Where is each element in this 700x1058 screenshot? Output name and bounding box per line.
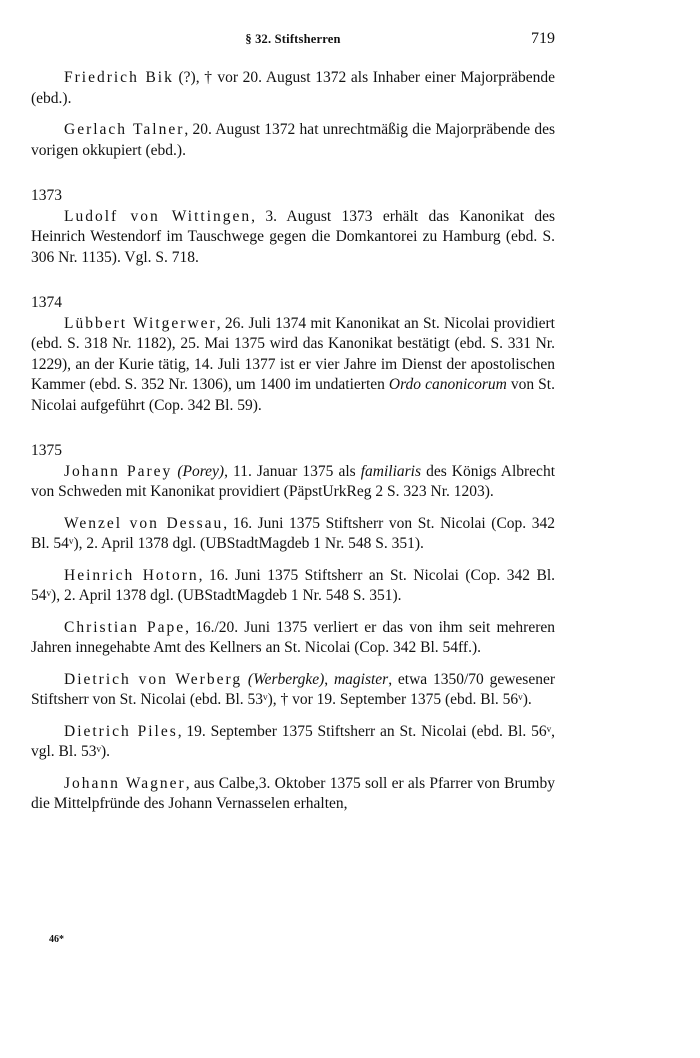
person-name: Ludolf von Wittingen <box>64 207 252 225</box>
entry-wenzel-von-dessau <box>31 514 555 555</box>
entry-dietrich-piles <box>31 722 555 763</box>
entry-text: , aus Calbe,3. Oktober 1375 soll er als Pfarrer von Brumby die Mittelpfründe des Johann Vernasselen erhalten, <box>31 774 555 812</box>
name-variant: (Porey) <box>177 462 225 480</box>
entry-text: , 16. Juni 1375 Stiftsherr von St. Nicolai (Cop. 342 Bl. 54ᵛ), 2. April 1378 dgl. (UBStadtMagdeb 1 Nr. 548 S. 351). <box>31 514 555 552</box>
entry-text: , 20. August 1372 hat unrechtmäßig die Majorpräbende des vorigen okkupiert (ebd.). <box>31 121 555 159</box>
entry-ludolf-von-wittingen <box>31 207 555 269</box>
year-heading-1375: 1375 <box>31 442 62 459</box>
person-name: Friedrich Bik <box>64 69 174 86</box>
person-name: Dietrich Piles <box>64 722 178 740</box>
person-name: Dietrich von Werberg <box>64 670 243 688</box>
year-heading-1373: 1373 <box>31 187 62 204</box>
entry-friedrich-bik <box>31 68 555 109</box>
entry-text: , 11. Januar 1375 als <box>224 462 361 480</box>
italic-term: Ordo canonicorum <box>388 376 507 393</box>
person-name: Heinrich Hotorn <box>64 566 199 584</box>
entry-text: , 26. Juli 1374 mit Kanonikat an St. Nicolai providiert (ebd. S. 318 Nr. 1182), 25. Mai 1375 wird das Kanonikat bestätigt (ebd. S. 331 Nr. 1229), an der Kurie tätig, 14. Juli 1377 ist er vier Jahre im Dienst der apostolischen Kammer (ebd. S. 352 Nr. 1306), um 1400 im undatierten <box>31 314 555 393</box>
person-name: Wenzel von Dessau <box>64 514 224 532</box>
entry-text: von St. Nicolai aufgeführt (Cop. 342 Bl. 59). <box>31 376 555 414</box>
running-head <box>31 32 555 52</box>
entry-christian-pape <box>31 618 555 659</box>
person-name: Johann Wagner <box>64 774 186 792</box>
person-name: Gerlach Talner <box>64 121 185 138</box>
body-text <box>31 68 555 826</box>
person-name: Lübbert Witgerwer <box>64 314 217 332</box>
year-heading-1374: 1374 <box>31 294 62 311</box>
entry-johann-wagner <box>31 774 555 815</box>
person-name: Johann Parey <box>64 462 173 480</box>
name-variant: (Werbergke) <box>247 670 325 688</box>
person-name: Christian Pape <box>64 618 186 636</box>
page-number: 719 <box>531 30 555 47</box>
italic-term: familiaris <box>360 462 422 480</box>
entry-text: (?), † vor 20. August 1372 als Inhaber einer Majorpräbende (ebd.). <box>31 69 556 107</box>
entry-text: des Königs Albrecht von Schweden mit Kanonikat providiert (PäpstUrkReg 2 S. 323 Nr. 1203). <box>31 462 555 500</box>
entry-gerlach-talner <box>31 120 555 161</box>
signature-mark: 46* <box>49 934 64 945</box>
entry-text: , <box>324 670 334 688</box>
entry-text: , 19. September 1375 Stiftsherr an St. Nicolai (ebd. Bl. 56ᵛ, vgl. Bl. 53ᵛ). <box>31 722 556 760</box>
entry-heinrich-hotorn <box>31 566 555 607</box>
section-title: § 32. Stiftsherren <box>245 32 341 46</box>
entry-text: , 16./20. Juni 1375 verliert er das von ihm seit mehreren Jahren innegehabte Amt des Kellners an St. Nicolai (Cop. 342 Bl. 54ff.). <box>31 618 555 656</box>
entry-luebbert-witgerwer <box>31 314 555 417</box>
entry-johann-parey <box>31 462 555 503</box>
entry-text: , etwa 1350/70 gewesener Stiftsherr von St. Nicolai (ebd. Bl. 53ᵛ), † vor 19. September 1375 (ebd. Bl. 56ᵛ). <box>31 670 556 708</box>
italic-term: magister <box>333 670 389 688</box>
entry-text: , 16. Juni 1375 Stiftsherr an St. Nicolai (Cop. 342 Bl. 54ᵛ), 2. April 1378 dgl. (UBStadtMagdeb 1 Nr. 548 S. 351). <box>31 566 555 604</box>
entry-dietrich-von-werberg <box>31 670 555 711</box>
entry-text: , 3. August 1373 erhält das Kanonikat des Heinrich Westendorf im Tauschwege gegen die Domkantorei zu Hamburg (ebd. S. 306 Nr. 1135). Vgl. S. 718. <box>31 207 555 266</box>
